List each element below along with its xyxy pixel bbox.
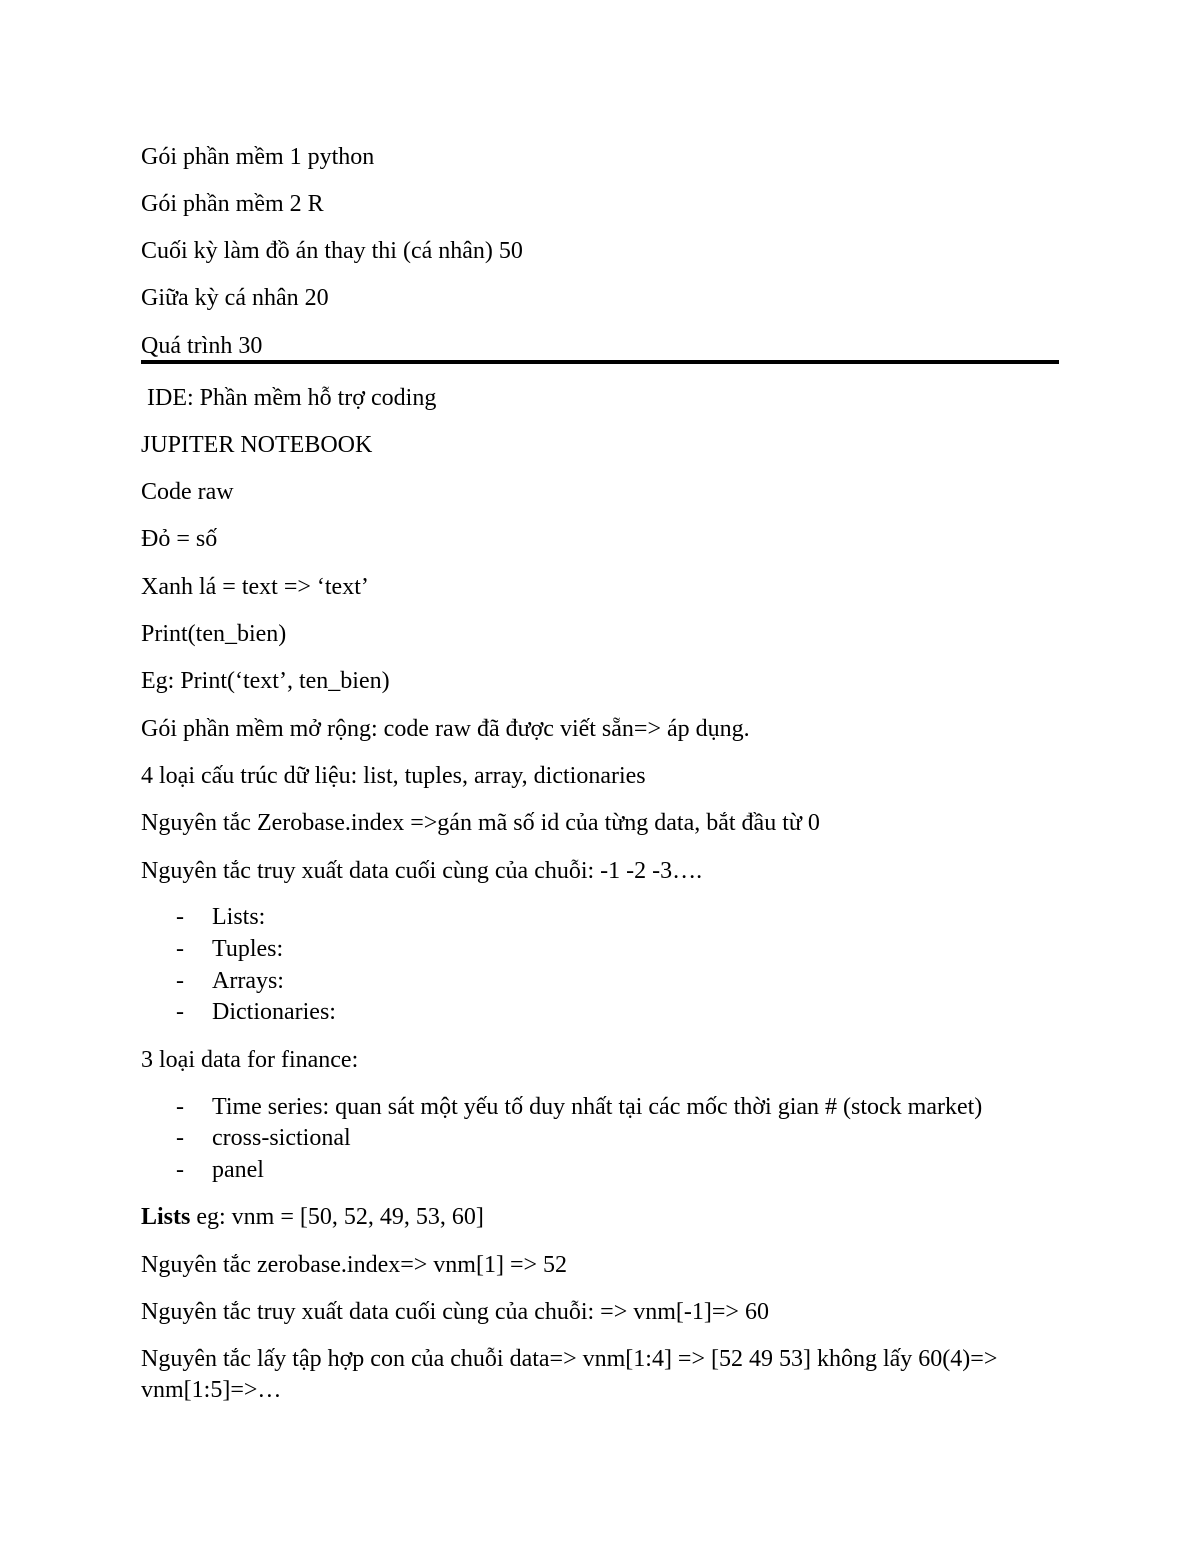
print-example-line: Eg: Print(‘text’, ten_bien) [141, 668, 390, 694]
bullet-marker: - [176, 1157, 184, 1183]
bullet-cross-sectional: cross-sictional [212, 1125, 351, 1151]
bullet-marker: - [176, 1094, 184, 1120]
finance-data-heading: 3 loại data for finance: [141, 1047, 359, 1073]
note-package-python: Gói phần mềm 1 python [141, 144, 375, 170]
horizontal-divider [141, 360, 1059, 364]
bullet-marker: - [176, 968, 184, 994]
jupyter-heading: JUPITER NOTEBOOK [141, 432, 373, 458]
bullet-marker: - [176, 1125, 184, 1151]
note-final-project: Cuối kỳ làm đồ án thay thi (cá nhân) 50 [141, 238, 523, 264]
lists-bold-label: Lists [141, 1204, 191, 1230]
last-access-rule-line: Nguyên tắc truy xuất data cuối cùng của chuỗi: -1 -2 -3…. [141, 858, 703, 884]
note-package-r: Gói phần mềm 2 R [141, 191, 324, 217]
bullet-dictionaries: Dictionaries: [212, 999, 336, 1025]
last-access-example-line: Nguyên tắc truy xuất data cuối cùng của chuỗi: => vnm[-1]=> 60 [141, 1299, 769, 1325]
bullet-panel: panel [212, 1157, 264, 1183]
note-midterm: Giữa kỳ cá nhân 20 [141, 285, 329, 311]
bullet-time-series: Time series: quan sát một yếu tố duy nhất tại các mốc thời gian # (stock market) [212, 1094, 983, 1120]
bullet-lists: Lists: [212, 904, 266, 930]
note-process: Quá trình 30 [141, 333, 263, 359]
ide-definition: IDE: Phần mềm hỗ trợ coding [147, 385, 437, 411]
code-raw-line: Code raw [141, 479, 234, 505]
red-number-line: Đỏ = số [141, 526, 218, 552]
bullet-arrays: Arrays: [212, 968, 284, 994]
bullet-marker: - [176, 999, 184, 1025]
extension-package-line: Gói phần mềm mở rộng: code raw đã được viết sẵn=> áp dụng. [141, 716, 750, 742]
bullet-marker: - [176, 936, 184, 962]
data-structures-line: 4 loại cấu trúc dữ liệu: list, tuples, array, dictionaries [141, 763, 646, 789]
bullet-marker: - [176, 904, 184, 930]
bullet-tuples: Tuples: [212, 936, 284, 962]
subset-rule-continuation: vnm[1:5]=>… [141, 1377, 282, 1403]
zerobase-example-line: Nguyên tắc zerobase.index=> vnm[1] => 52 [141, 1252, 568, 1278]
lists-example-text: eg: vnm = [50, 52, 49, 53, 60] [190, 1204, 484, 1230]
print-variable-line: Print(ten_bien) [141, 621, 287, 647]
lists-example-line [141, 1202, 484, 1232]
subset-rule-line: Nguyên tắc lấy tập hợp con của chuỗi data=> vnm[1:4] => [52 49 53] không lấy 60(4)=> [141, 1346, 998, 1372]
green-text-line: Xanh lá = text => ‘text’ [141, 574, 369, 600]
zerobase-rule-line: Nguyên tắc Zerobase.index =>gán mã số id của từng data, bắt đầu từ 0 [141, 810, 820, 836]
